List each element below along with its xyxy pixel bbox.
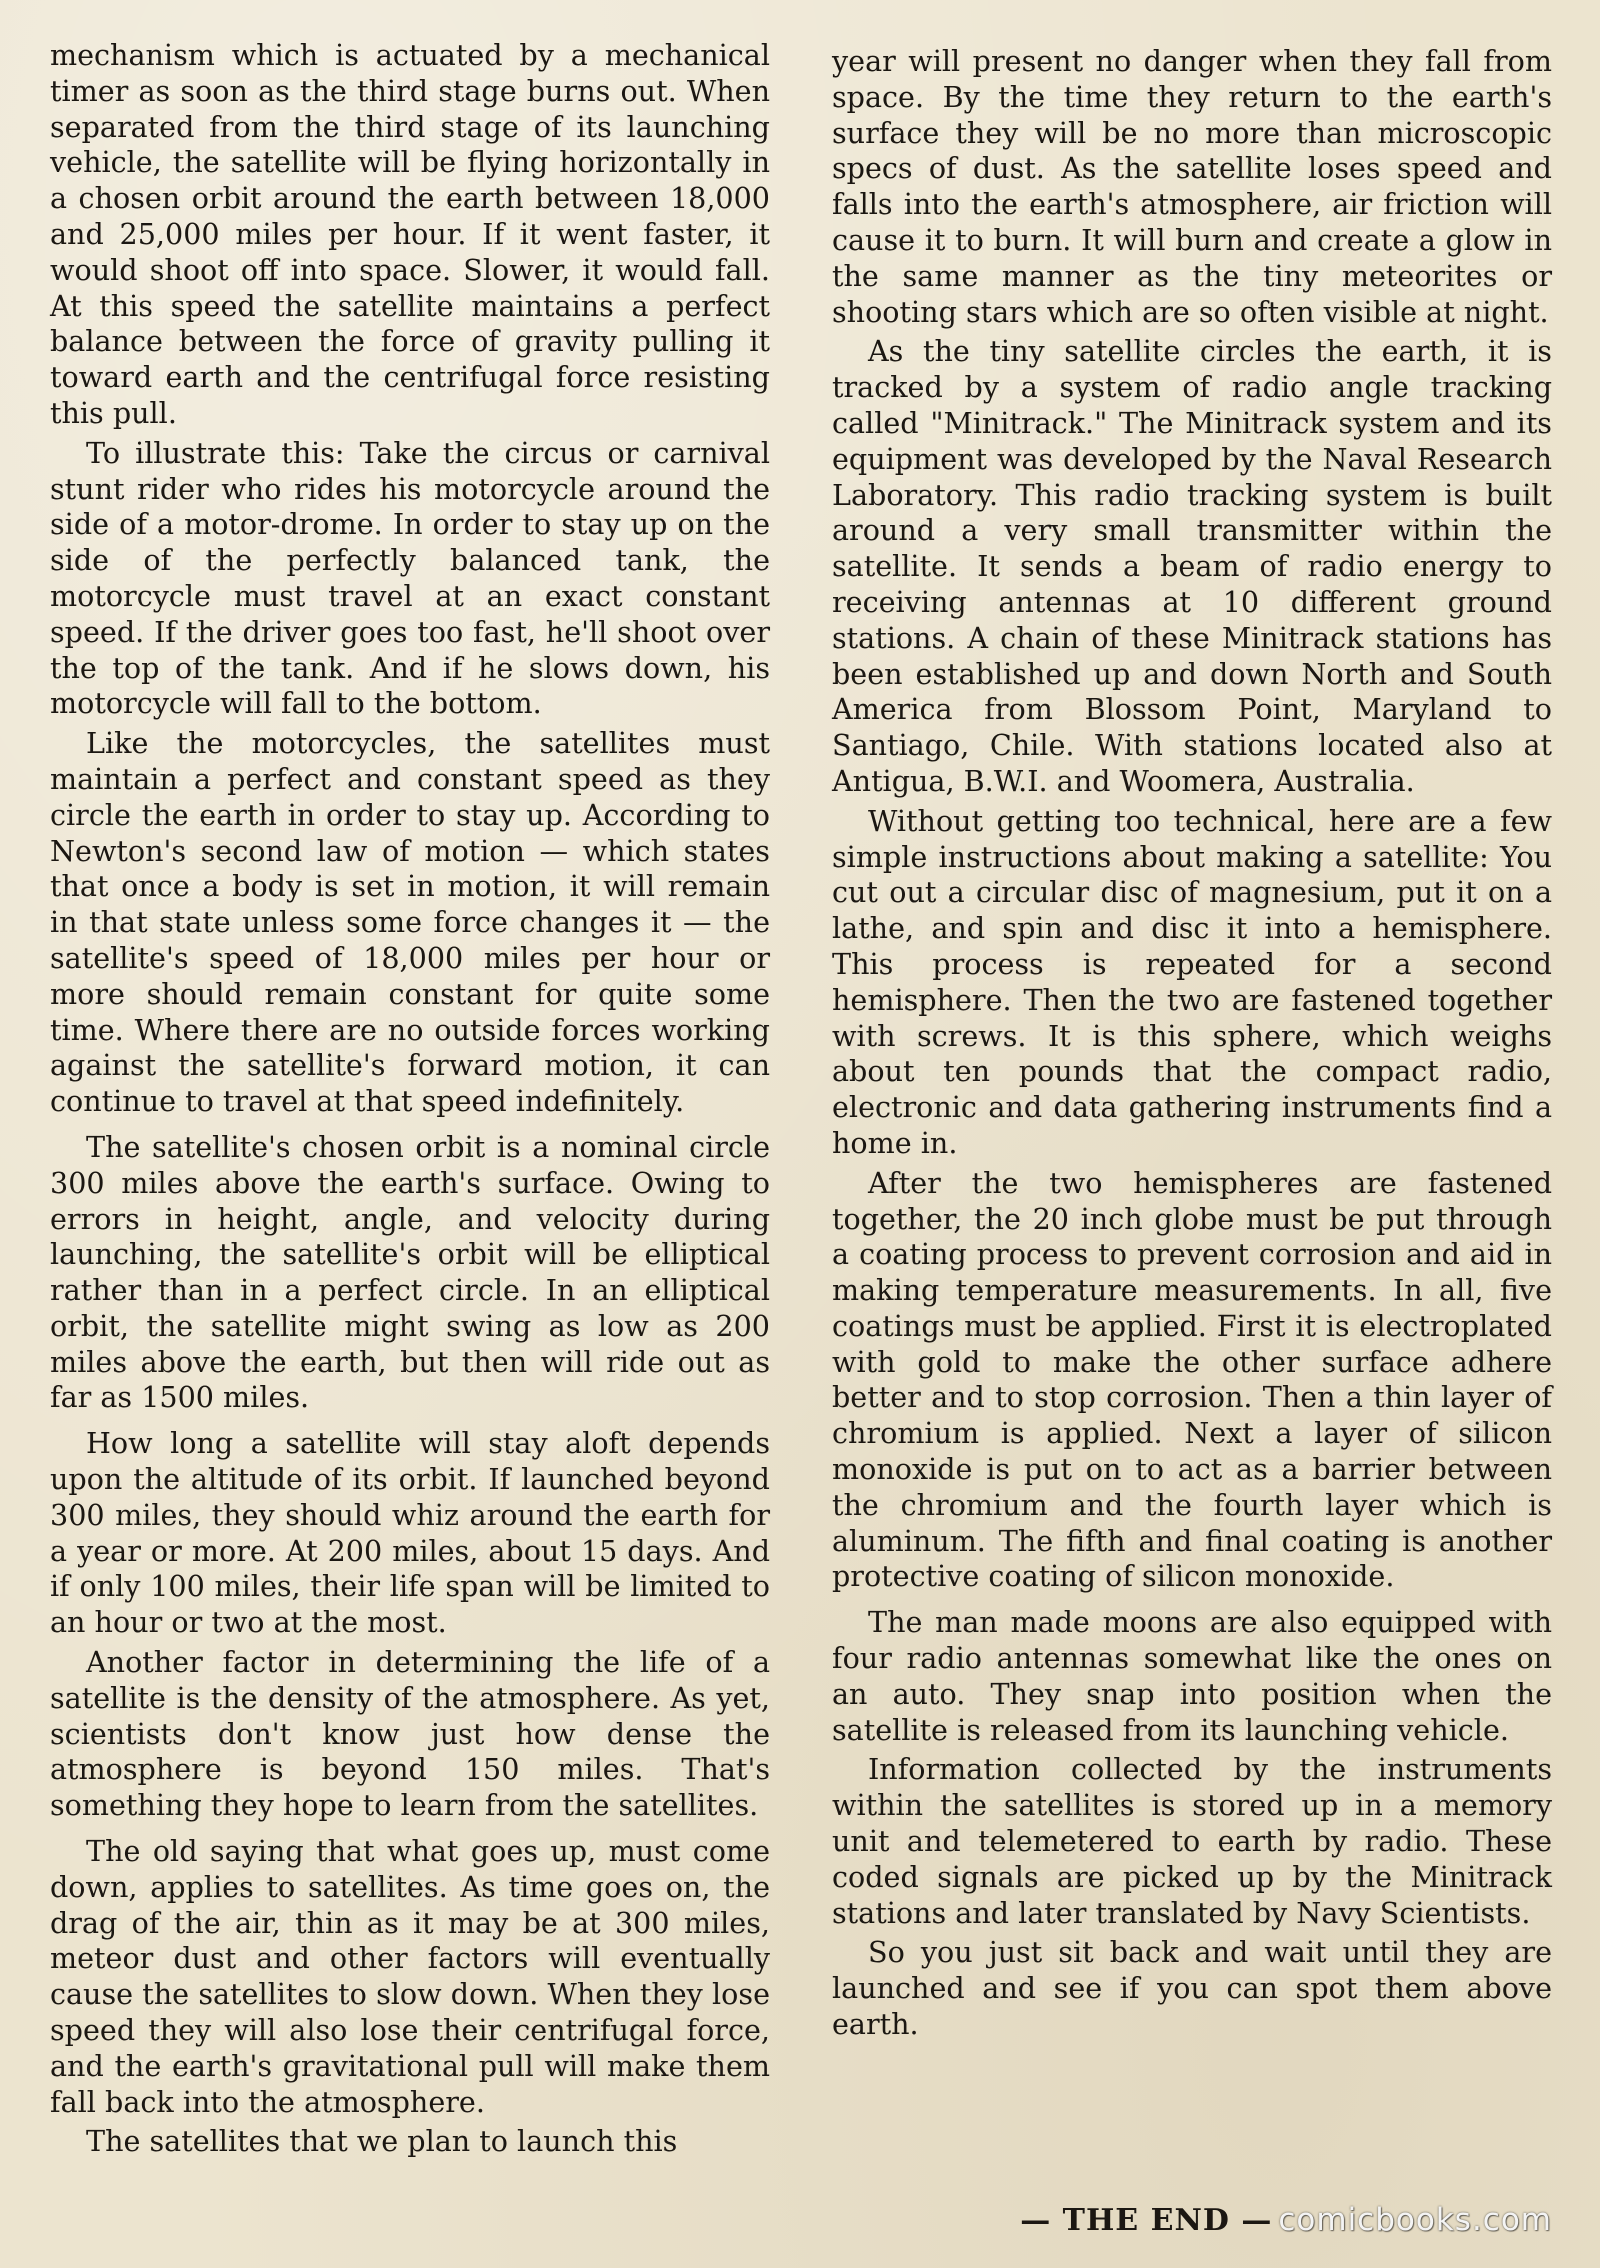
paragraph: Without getting too technical, here are a few simple instructions about making a satellite: You cut out a circular disc of magnesium, put it on a lathe, and spin and disc it into a hemisphere. This process is repeated for a second hemisphere. Then the two are fastened together with screws. It is this sphere, which weighs about ten pounds that the compact radio, electronic and data gathering instruments find a home in.	[832, 803, 1552, 1160]
paragraph: Another factor in determining the life of a satellite is the density of the atmosphere. As yet, scientists don't know just how dense the atmosphere is beyond 150 miles. That's something they hope to learn from the satellites.	[50, 1645, 770, 1823]
paragraph: The satellite's chosen orbit is a nominal circle 300 miles above the earth's surface. Owing to errors in height, angle, and velocity during launching, the satellite's orbit will be elliptical rather than in a perfect circle. In an elliptical orbit, the satellite might swing as low as 200 miles above the earth, but then will ride out as far as 1500 miles.	[50, 1129, 770, 1415]
paragraph: Information collected by the instruments within the satellites is stored up in a memory unit and telemetered to earth by radio. These coded signals are picked up by the Minitrack stations and later translated by Navy Scientists.	[832, 1752, 1552, 1930]
site-watermark: comicbooks.com	[1278, 2202, 1552, 2238]
paragraph: After the two hemispheres are fastened together, the 20 inch globe must be put through a coating process to prevent corrosion and aid in making temperature measurements. In all, five coatings must be applied. First it is electroplated with gold to make the other surface adhere better and to stop corrosion. Then a thin layer of chromium is applied. Next a layer of silicon monoxide is put on to act as a barrier between the chromium and the fourth layer which is aluminum. The fifth and final coating is another protective coating of silicon monoxide.	[832, 1165, 1552, 1594]
paragraph: As the tiny satellite circles the earth, it is tracked by a system of radio angle tracking called "Minitrack." The Minitrack system and its equipment was developed by the Naval Research Laboratory. This radio tracking system is built around a very small transmitter within the satellite. It sends a beam of radio energy to receiving antennas at 10 different ground stations. A chain of these Minitrack stations has been established up and down North and South America from Blossom Point, Maryland to Santiago, Chile. With stations located also at Antigua, B.W.I. and Woomera, Australia.	[832, 334, 1552, 798]
paragraph: The old saying that what goes up, must come down, applies to satellites. As time goes on, the drag of the air, thin as it may be at 300 miles, meteor dust and other factors will eventually cause the satellites to slow down. When they lose speed they will also lose their centrifugal force, and the earth's gravitational pull will make them fall back into the atmosphere.	[50, 1834, 770, 2119]
paragraph: To illustrate this: Take the circus or carnival stunt rider who rides his motorcycle around the side of a motor-drome. In order to stay up on the side of the perfectly balanced tank, the motorcycle must travel at an exact constant speed. If the driver goes too fast, he'll shoot over the top of the tank. And if he slows down, his motorcycle will fall to the bottom.	[50, 435, 770, 721]
the-end-label: — THE END —	[1020, 2203, 1273, 2238]
paragraph: The man made moons are also equipped with four radio antennas somewhat like the ones on an auto. They snap into position when the satellite is released from its launching vehicle.	[832, 1605, 1552, 1747]
paragraph: mechanism which is actuated by a mechanical timer as soon as the third stage burns out. When separated from the third stage of its launching vehicle, the satellite will be flying horizontally in a chosen orbit around the earth between 18,000 and 25,000 miles per hour. If it went faster, it would shoot off into space. Slower, it would fall. At this speed the satellite maintains a perfect balance between the force of gravity pulling it toward earth and the centrifugal force resisting this pull.	[50, 38, 770, 430]
paragraph: So you just sit back and wait until they are launched and see if you can spot them above earth.	[832, 1935, 1552, 2042]
left-column	[50, 38, 770, 2160]
right-column	[832, 44, 1552, 2043]
end-marker-line	[832, 2202, 1552, 2239]
paragraph: Like the motorcycles, the satellites must maintain a perfect and constant speed as they circle the earth in order to stay up. According to Newton's second law of motion — which states that once a body is set in motion, it will remain in that state unless some force changes it — the satellite's speed of 18,000 miles per hour or more should remain constant for quite some time. Where there are no outside forces working against the satellite's forward motion, it can continue to travel at that speed indefinitely.	[50, 726, 770, 1119]
paragraph: How long a satellite will stay aloft depends upon the altitude of its orbit. If launched beyond 300 miles, they should whiz around the earth for a year or more. At 200 miles, about 15 days. And if only 100 miles, their life span will be limited to an hour or two at the most.	[50, 1426, 770, 1640]
paragraph: The satellites that we plan to launch this	[86, 2124, 678, 2159]
paragraph: year will present no danger when they fall from space. By the time they return to the earth's surface they will be no more than microscopic specs of dust. As the satellite loses speed and falls into the earth's atmosphere, air friction will cause it to burn. It will burn and create a glow in the same manner as the tiny meteorites or shooting stars which are so often visible at night.	[832, 44, 1552, 329]
